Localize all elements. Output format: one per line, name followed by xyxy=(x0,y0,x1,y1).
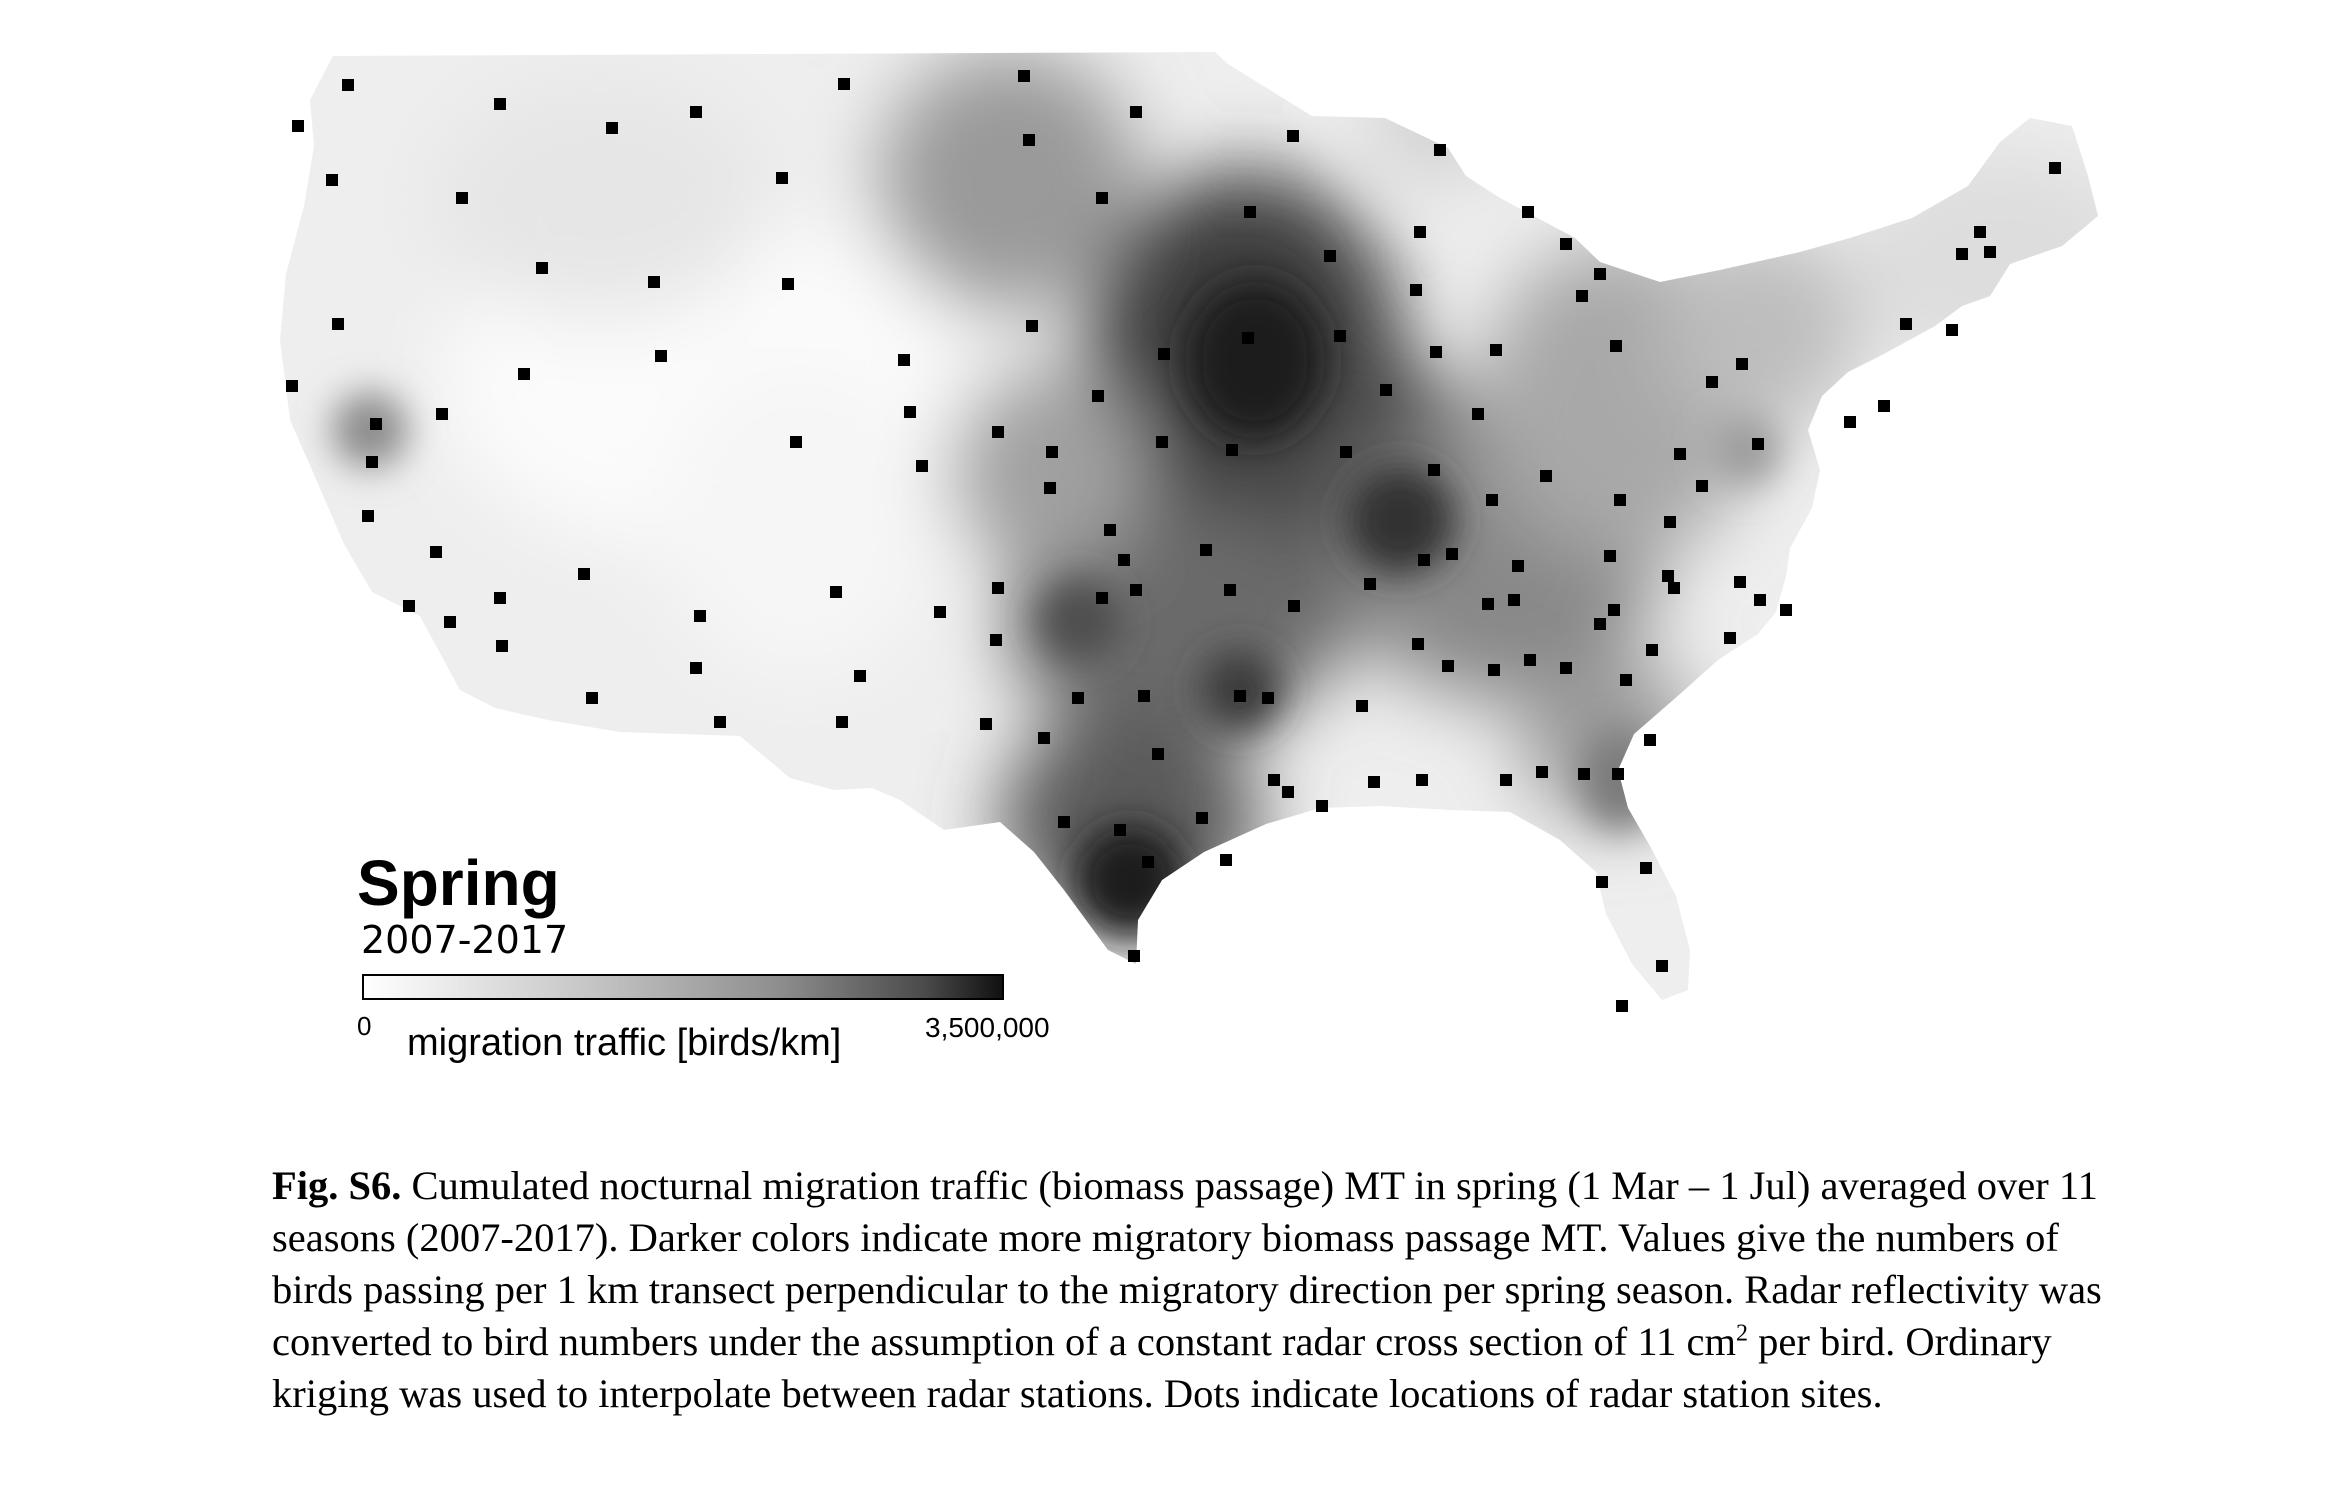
radar-station-marker xyxy=(1674,448,1686,460)
radar-station-marker xyxy=(1058,816,1070,828)
radar-station-marker xyxy=(1754,594,1766,606)
radar-station-marker xyxy=(1614,494,1626,506)
radar-station-marker xyxy=(1018,70,1030,82)
radar-station-marker xyxy=(1578,768,1590,780)
radar-station-marker xyxy=(1560,238,1572,250)
radar-station-marker xyxy=(286,380,298,392)
radar-station-marker xyxy=(536,262,548,274)
legend-title: migration traffic [birds/km] xyxy=(407,1022,842,1064)
radar-station-marker xyxy=(1974,226,1986,238)
radar-station-marker xyxy=(436,408,448,420)
radar-station-marker xyxy=(430,546,442,558)
radar-station-marker xyxy=(518,368,530,380)
radar-station-marker xyxy=(1092,390,1104,402)
radar-station-marker xyxy=(1668,582,1680,594)
radar-station-marker xyxy=(854,670,866,682)
radar-station-marker xyxy=(326,174,338,186)
radar-station-marker xyxy=(1242,332,1254,344)
radar-station-marker xyxy=(332,318,344,330)
radar-station-marker xyxy=(1200,544,1212,556)
radar-station-marker xyxy=(1594,268,1606,280)
radar-station-marker xyxy=(1608,604,1620,616)
radar-station-marker xyxy=(1508,594,1520,606)
radar-station-marker xyxy=(714,716,726,728)
radar-station-marker xyxy=(1268,774,1280,786)
radar-station-marker xyxy=(898,354,910,366)
radar-station-marker xyxy=(838,78,850,90)
radar-station-marker xyxy=(1234,690,1246,702)
radar-station-marker xyxy=(1220,854,1232,866)
radar-station-marker xyxy=(1844,416,1856,428)
radar-station-marker xyxy=(1540,470,1552,482)
radar-station-marker xyxy=(1576,290,1588,302)
radar-station-marker xyxy=(1524,654,1536,666)
radar-station-marker xyxy=(1596,876,1608,888)
radar-station-marker xyxy=(1356,700,1368,712)
radar-station-marker xyxy=(1646,644,1658,656)
radar-station-marker xyxy=(655,350,667,362)
radar-station-marker xyxy=(1734,576,1746,588)
radar-station-marker xyxy=(1780,604,1792,616)
radar-station-marker xyxy=(1128,950,1140,962)
radar-station-marker xyxy=(934,606,946,618)
radar-station-marker xyxy=(292,120,304,132)
radar-station-marker xyxy=(1152,748,1164,760)
radar-station-marker xyxy=(1752,438,1764,450)
radar-station-marker xyxy=(1536,766,1548,778)
radar-station-marker xyxy=(1130,106,1142,118)
radar-station-marker xyxy=(1616,1000,1628,1012)
radar-station-marker xyxy=(1262,692,1274,704)
radar-station-marker xyxy=(2049,162,2061,174)
radar-station-marker xyxy=(1142,856,1154,868)
radar-station-marker xyxy=(456,192,468,204)
radar-station-marker xyxy=(992,426,1004,438)
radar-station-marker xyxy=(1340,446,1352,458)
radar-station-marker xyxy=(1604,550,1616,562)
radar-station-marker xyxy=(362,510,374,522)
radar-station-marker xyxy=(366,456,378,468)
radar-station-marker xyxy=(1416,774,1428,786)
radar-station-marker xyxy=(1724,632,1736,644)
radar-station-marker xyxy=(1662,570,1674,582)
radar-station-marker xyxy=(1956,248,1968,260)
figure-caption xyxy=(272,1160,2112,1420)
radar-station-marker xyxy=(1118,554,1130,566)
radar-station-marker xyxy=(1620,674,1632,686)
radar-station-marker xyxy=(1364,578,1376,590)
radar-station-marker xyxy=(496,640,508,652)
radar-station-marker xyxy=(1096,592,1108,604)
radar-station-marker xyxy=(1418,554,1430,566)
radar-station-marker xyxy=(1696,480,1708,492)
radar-station-marker xyxy=(1736,358,1748,370)
caption-fig-label: Fig. S6. xyxy=(272,1163,402,1208)
radar-station-marker xyxy=(1656,960,1668,972)
radar-station-marker xyxy=(1410,284,1422,296)
season-title: Spring xyxy=(357,847,560,919)
legend-max-label: 3,500,000 xyxy=(925,1012,1050,1043)
radar-station-marker xyxy=(1560,662,1572,674)
radar-station-marker xyxy=(1023,134,1035,146)
radar-station-marker xyxy=(1114,824,1126,836)
radar-station-marker xyxy=(690,662,702,674)
radar-station-marker xyxy=(694,610,706,622)
radar-station-marker xyxy=(1644,734,1656,746)
radar-station-marker xyxy=(1984,246,1996,258)
radar-station-marker xyxy=(1158,348,1170,360)
radar-station-marker xyxy=(1488,664,1500,676)
radar-station-marker xyxy=(1316,800,1328,812)
radar-station-marker xyxy=(1368,776,1380,788)
radar-station-marker xyxy=(1138,690,1150,702)
radar-station-marker xyxy=(1900,318,1912,330)
radar-station-marker xyxy=(1380,384,1392,396)
radar-station-marker xyxy=(836,716,848,728)
radar-station-marker xyxy=(1096,192,1108,204)
caption-text-2: per bird. Ordinary kriging was used to interpolate between radar stations. Dots indicate locations of radar station sites. xyxy=(272,1319,2052,1416)
radar-station-marker xyxy=(980,718,992,730)
radar-station-marker xyxy=(1430,346,1442,358)
radar-station-marker xyxy=(1038,732,1050,744)
radar-station-marker xyxy=(1226,444,1238,456)
radar-station-marker xyxy=(1196,812,1208,824)
radar-station-marker xyxy=(1224,584,1236,596)
radar-station-marker xyxy=(1878,400,1890,412)
radar-station-marker xyxy=(916,460,928,472)
radar-station-marker xyxy=(1156,436,1168,448)
radar-station-marker xyxy=(992,582,1004,594)
radar-station-marker xyxy=(1046,446,1058,458)
legend-min-label: 0 xyxy=(357,1011,372,1041)
season-years: 2007-2017 xyxy=(361,918,569,962)
radar-station-marker xyxy=(1104,524,1116,536)
radar-station-marker xyxy=(1640,862,1652,874)
radar-station-marker xyxy=(990,634,1002,646)
caption-superscript: 2 xyxy=(1735,1320,1748,1347)
radar-station-marker xyxy=(1244,206,1256,218)
radar-station-marker xyxy=(1522,206,1534,218)
radar-station-marker xyxy=(1664,516,1676,528)
radar-station-marker xyxy=(1490,344,1502,356)
caption-text-1: Cumulated nocturnal migration traffic (biomass passage) MT in spring (1 Mar – 1 Jul) averaged over 11 seasons (2007-2017). Darker colors indicate more migratory biomass passage MT. Values give the numbers of birds passing per 1 km transect perpendicular to the migratory direction per spring season. Radar reflectivity was converted to bird numbers under the assumption of a constant radar cross section of 11 cm xyxy=(272,1163,2102,1364)
radar-station-marker xyxy=(690,106,702,118)
radar-station-marker xyxy=(1044,482,1056,494)
radar-station-marker xyxy=(606,122,618,134)
radar-station-marker xyxy=(1130,584,1142,596)
radar-station-marker xyxy=(370,418,382,430)
legend-colorbar xyxy=(362,974,1004,1000)
radar-station-marker xyxy=(1594,618,1606,630)
radar-station-marker xyxy=(586,692,598,704)
radar-station-marker xyxy=(342,79,354,91)
radar-station-marker xyxy=(1442,660,1454,672)
radar-station-marker xyxy=(904,406,916,418)
radar-station-marker xyxy=(1472,408,1484,420)
radar-station-marker xyxy=(776,172,788,184)
radar-station-marker xyxy=(1612,768,1624,780)
radar-station-marker xyxy=(1434,144,1446,156)
radar-station-marker xyxy=(1610,340,1622,352)
radar-station-marker xyxy=(1282,786,1294,798)
radar-station-marker xyxy=(1287,130,1299,142)
radar-station-marker xyxy=(1414,226,1426,238)
radar-station-marker xyxy=(1500,774,1512,786)
radar-station-marker xyxy=(1428,464,1440,476)
radar-station-marker xyxy=(494,98,506,110)
radar-station-marker xyxy=(444,616,456,628)
radar-station-marker xyxy=(1486,494,1498,506)
radar-station-marker xyxy=(494,592,506,604)
radar-station-marker xyxy=(830,586,842,598)
radar-station-marker xyxy=(1026,320,1038,332)
radar-station-marker xyxy=(1512,560,1524,572)
radar-station-marker xyxy=(403,600,415,612)
radar-station-marker xyxy=(790,436,802,448)
radar-station-marker xyxy=(1706,376,1718,388)
radar-station-marker xyxy=(1334,330,1346,342)
radar-station-marker xyxy=(1946,324,1958,336)
radar-station-marker xyxy=(1288,600,1300,612)
radar-station-marker xyxy=(782,278,794,290)
radar-station-marker xyxy=(578,568,590,580)
radar-station-marker xyxy=(648,276,660,288)
radar-station-marker xyxy=(1482,598,1494,610)
radar-station-marker xyxy=(1412,638,1424,650)
radar-station-marker xyxy=(1072,692,1084,704)
radar-station-marker xyxy=(1446,548,1458,560)
radar-station-marker xyxy=(1324,250,1336,262)
